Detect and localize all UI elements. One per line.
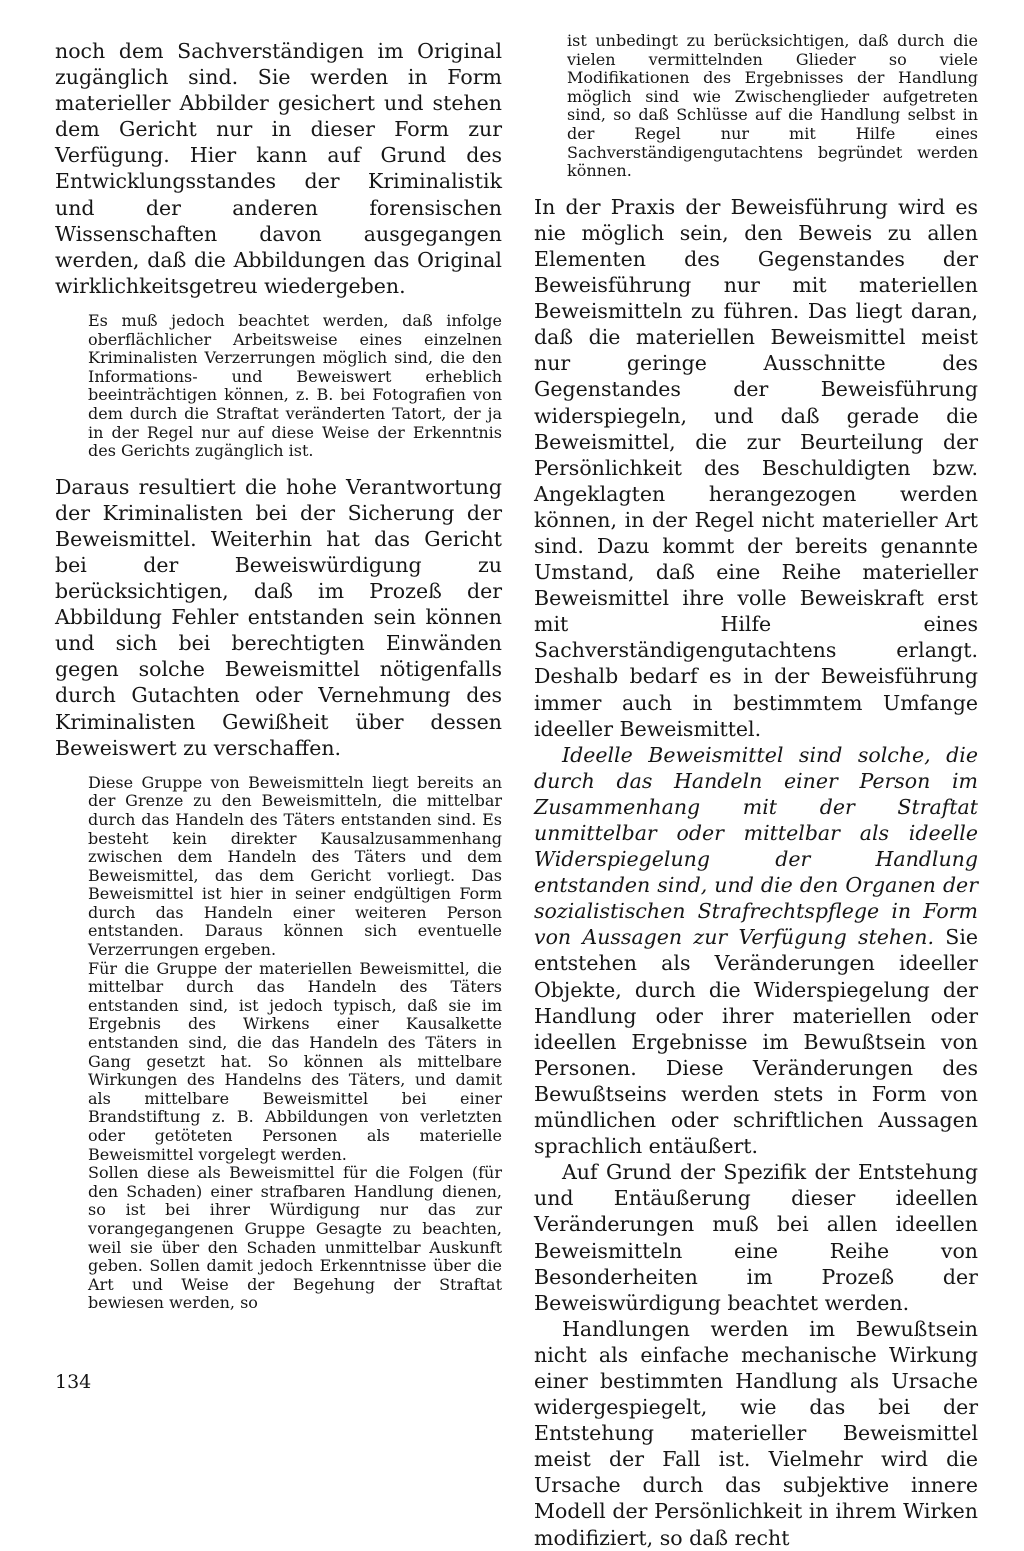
- page-number: 134: [55, 1371, 92, 1393]
- note-block: [534, 32, 978, 181]
- paragraph: [534, 742, 978, 1160]
- paragraph: Daraus resultiert die hohe Verantwortung der Kriminalisten bei der Sicherung der Beweismittel. Weiterhin hat das Gericht bei der Beweiswürdigung zu berücksichtigen, daß im Prozeß der Abbildung Fehler entstanden sein können und sich bei berechtigten Einwänden gegen solche Beweismittel nötigenfalls durch Gutachten oder Vernehmung des Kriminalisten Gewißheit über dessen Beweiswert zu verschaffen.: [55, 474, 502, 760]
- note-paragraph: ist unbedingt zu berücksichtigen, daß durch die vielen vermittelnden Glieder so viele Modifikationen des Ergebnisses der Handlung möglich sind wie Zwischenglieder aufgetreten sind, so daß Schlüsse auf die Handlung selbst in der Regel nur mit Hilfe eines Sachverständigengutachtens begründet werden können.: [567, 31, 978, 181]
- paragraph: In der Praxis der Beweisführung wird es nie möglich sein, den Beweis zu allen Elementen des Gegenstandes der Beweisführung nur mit materiellen Beweismitteln zu führen. Das liegt daran, daß die materiellen Beweismittel meist nur geringe Ausschnitte des Gegenstandes der Beweisführung widerspiegeln, und daß gerade die Beweismittel, die zur Beurteilung der Persönlichkeit des Beschuldigten bzw. Angeklagten herangezogen werden können, in der Regel nicht materieller Art sind. Dazu kommt der bereits genannte Umstand, daß eine Reihe materieller Beweismittel ihre volle Beweiskraft erst mit Hilfe eines Sachverständigengutachtens erlangt. Deshalb bedarf es in der Beweisführung immer auch in bestimmtem Umfange ideeller Beweismittel.: [534, 194, 978, 741]
- note-block: [55, 774, 502, 1313]
- note-block: [55, 312, 502, 461]
- note-paragraph: Diese Gruppe von Beweismitteln liegt bereits an der Grenze zu den Beweismitteln, die mittelbar durch das Handeln des Täters entstanden sind. Es besteht kein direkter Kausalzusammenhang zwischen dem Handeln des Täters und dem Beweismittel, das dem Gericht vorliegt. Das Beweismittel ist hier in seiner endgültigen Form durch das Handeln einer weiteren Person entstanden. Daraus können sich eventuelle Verzerrungen ergeben.: [88, 772, 502, 960]
- paragraph: Auf Grund der Spezifik der Entstehung und Entäußerung dieser ideellen Veränderungen muß bei allen ideellen Beweismitteln eine Reihe von Besonderheiten im Prozeß der Beweiswürdigung beachtet werden.: [534, 1160, 978, 1315]
- paragraph-text: Sie entstehen als Veränderungen ideeller Objekte, durch die Widerspiegelung der Handlung oder ihrer materiellen oder ideellen Ergebnisse im Bewußtsein von Personen. Diese Veränderungen des Bewußtseins werden stets in Form von mündlichen oder schriftlichen Aussagen sprachlich entäußert.: [534, 925, 979, 1159]
- italic-definition: Ideelle Beweismittel sind solche, die durch das Handeln einer Person im Zusammenhang mit der Straftat unmittelbar oder mittelbar als ideelle Widerspiegelung der Handlung entstanden sind, und die den Organen der sozialistischen Strafrechtspflege in Form von Aussagen zur Verfügung stehen.: [534, 742, 978, 950]
- left-column: [55, 38, 502, 1313]
- note-paragraph: Es muß jedoch beachtet werden, daß infolge oberflächlicher Arbeitsweise eines einzelnen Kriminalisten Verzerrungen möglich sind, die den Informations- und Beweiswert erheblich beeinträchtigen können, z. B. bei Fotografien von dem durch die Straftat veränderten Tatort, der ja in der Regel nur auf diese Weise der Erkenntnis des Gerichts zugänglich ist.: [88, 310, 502, 461]
- paragraph: Handlungen werden im Bewußtsein nicht als einfache mechanische Wirkung einer bestimmten Handlung als Ursache widergespiegelt, wie das bei der Entstehung materieller Beweismittel meist der Fall ist. Vielmehr wird die Ursache durch das subjektive innere Modell der Persönlichkeit in ihrem Wirken modifiziert, so daß recht: [534, 1316, 978, 1550]
- note-paragraph: Sollen diese als Beweismittel für die Folgen (für den Schaden) einer strafbaren Handlung dienen, so ist bei ihrer Würdigung nur das zur vorangegangenen Gruppe Gesagte zu beachten, weil sie über den Schaden unmittelbar Auskunft geben. Sollen damit jedoch Erkenntnisse über die Art und Weise der Begehung der Straftat bewiesen werden, so: [88, 1163, 502, 1313]
- note-paragraph: Für die Gruppe der materiellen Beweismittel, die mittelbar durch das Handeln des Täters entstanden sind, ist jedoch typisch, daß sie im Ergebnis des Wirkens einer Kausalkette entstanden sind, die das Handeln des Täters in Gang gesetzt hat. So können als mittelbare Wirkungen des Handelns des Täters, und damit als mittelbare Beweismittel bei einer Brandstiftung z. B. Abbildungen von verletzten oder getöteten Personen als materielle Beweismittel vorgelegt werden.: [88, 958, 502, 1164]
- right-column: [534, 32, 978, 1551]
- paragraph: noch dem Sachverständigen im Original zugänglich sind. Sie werden in Form materieller Abbilder gesichert und stehen dem Gericht nur in dieser Form zur Verfügung. Hier kann auf Grund des Entwicklungsstandes der Kriminalistik und der anderen forensischen Wissenschaften davon ausgegangen werden, daß die Abbildungen das Original wirklichkeitsgetreu wiedergeben.: [55, 39, 502, 298]
